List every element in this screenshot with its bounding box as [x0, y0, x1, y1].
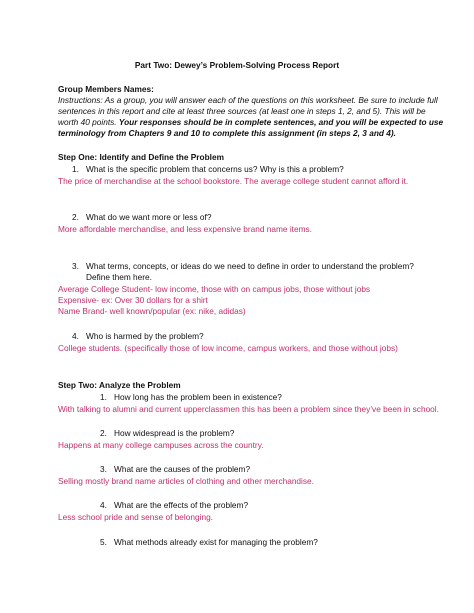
- step1-answer-3c: Name Brand- well known/popular (ex: nike, adidas): [58, 306, 246, 316]
- question-text: What is the specific problem that concerns us? Why is this a problem?: [86, 164, 344, 174]
- question-number: 5.: [100, 537, 107, 547]
- question-number: 1.: [72, 164, 79, 174]
- question-text: How long has the problem been in existence?: [114, 392, 282, 402]
- question-text: What do we want more or less of?: [86, 212, 212, 222]
- instructions-line-4: terminology from Chapters 9 and 10 to complete this assignment (in steps 2, 3 and 4).: [58, 128, 396, 138]
- instructions-line-1: Instructions: As a group, you will answer each of the questions on this worksheet. Be sure to include full: [58, 95, 438, 105]
- question-text: What methods already exist for managing the problem?: [114, 537, 318, 547]
- step1-answer-1: The price of merchandise at the school bookstore. The average college student cannot afford it.: [58, 176, 409, 186]
- step-two-heading: Step Two: Analyze the Problem: [58, 380, 181, 390]
- question-text: What terms, concepts, or ideas do we need to define in order to understand the problem?: [86, 261, 414, 271]
- step-one-heading: Step One: Identify and Define the Problem: [58, 152, 224, 162]
- step2-question-2: [100, 428, 234, 439]
- step2-answer-3: Selling mostly brand name articles of clothing and other merchandise.: [58, 476, 314, 486]
- instructions-line-3: [58, 117, 443, 128]
- step2-question-5: [100, 537, 318, 548]
- question-text: What are the effects of the problem?: [114, 500, 249, 510]
- step2-answer-1: With talking to alumni and current upperclassmen this has been a problem since they’ve been in school.: [58, 404, 439, 414]
- instructions-emphasis: Your responses should be in complete sentences, and you will be expected to use: [118, 117, 444, 127]
- step1-question-1: [72, 164, 344, 175]
- question-number: 4.: [72, 331, 79, 341]
- instructions-line-2: sentences in this report and cite at least three sources (at least one in steps 1, 2, and 5). This will be: [58, 106, 426, 116]
- question-text: How widespread is the problem?: [114, 428, 235, 438]
- step2-answer-4: Less school pride and sense of belonging.: [58, 512, 213, 522]
- step2-answer-2: Happens at many college campuses across the country.: [58, 440, 264, 450]
- question-number: 1.: [100, 392, 107, 402]
- step2-question-4: [100, 500, 248, 511]
- instructions-points-text: worth 40 points.: [58, 117, 119, 127]
- step2-question-1: [100, 392, 282, 403]
- question-number: 2.: [100, 428, 107, 438]
- step1-question-2: [72, 212, 211, 223]
- step1-question-4: [72, 331, 204, 342]
- question-number: 2.: [72, 212, 79, 222]
- step1-answer-2: More affordable merchandise, and less expensive brand name items.: [58, 224, 312, 234]
- question-number: 3.: [100, 464, 107, 474]
- step1-answer-4: College students. (specifically those of low income, campus workers, and those without jobs): [58, 343, 398, 353]
- step1-answer-3b: Expensive- ex: Over 30 dollars for a shirt: [58, 295, 208, 305]
- step1-question-3: [72, 261, 414, 272]
- step1-question-3-continued: Define them here.: [86, 272, 152, 282]
- step1-answer-3a: Average College Student- low income, those with on campus jobs, those without jobs: [58, 284, 371, 294]
- group-members-label: Group Members Names:: [58, 84, 154, 94]
- document-title: Part Two: Dewey’s Problem-Solving Process Report: [134, 60, 340, 70]
- question-text: What are the causes of the problem?: [114, 464, 251, 474]
- question-number: 4.: [100, 500, 107, 510]
- question-text: Who is harmed by the problem?: [86, 331, 204, 341]
- step2-question-3: [100, 464, 250, 475]
- question-number: 3.: [72, 261, 79, 271]
